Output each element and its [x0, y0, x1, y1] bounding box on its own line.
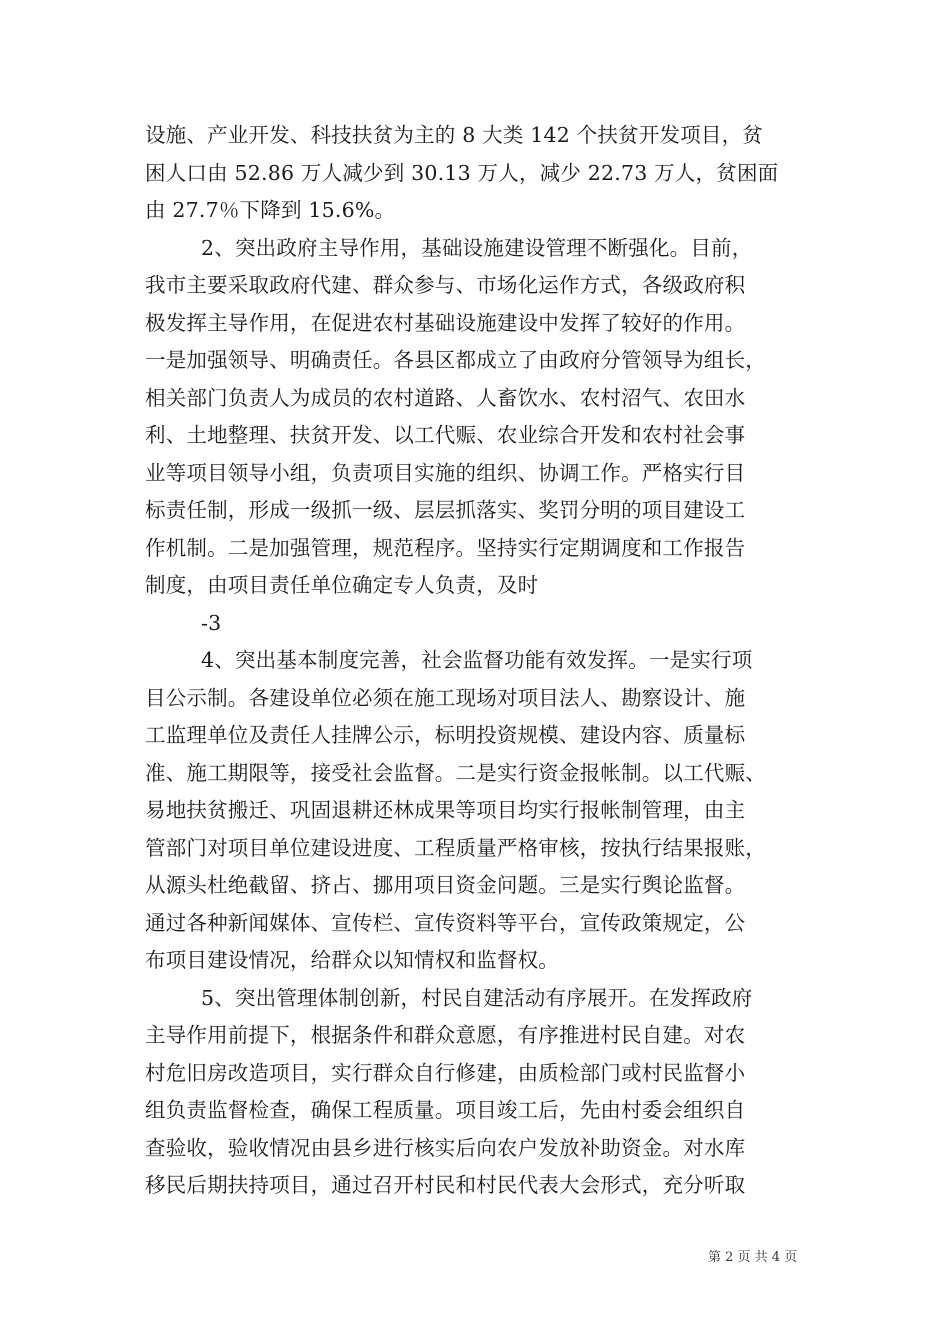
text-line: 一是加强领导、明确责任。各县区都成立了由政府分管领导为组长， [145, 348, 766, 372]
text-line: 制度，由项目责任单位确定专人负责，及时 [145, 573, 539, 597]
text-line: 设施、产业开发、科技扶贫为主的 8 大类 142 个扶贫开发项目，贫 [145, 123, 764, 147]
text-line: 从源头杜绝截留、挤占、挪用项目资金问题。三是实行舆论监督。 [145, 873, 746, 897]
paragraph-start-line: 4、突出基本制度完善，社会监督功能有效发挥。一是实行项 [201, 648, 753, 672]
paragraph-start-line: 2、突出政府主导作用，基础设施建设管理不断强化。目前， [201, 235, 753, 260]
text-line: 利、土地整理、扶贫开发、以工代赈、农业综合开发和农村社会事 [145, 423, 746, 447]
document-body [145, 117, 825, 1205]
text-line: 村危旧房改造项目，实行群众自行修建，由质检部门或村民监督小 [145, 1060, 746, 1085]
text-line: 由 27.7％下降到 15.6%。 [145, 198, 396, 222]
text-line: 目公示制。各建设单位必须在施工现场对项目法人、勘察设计、施 [145, 685, 746, 710]
text-line: 查验收，验收情况由县乡进行核实后向农户发放补助资金。对水库 [145, 1135, 746, 1160]
text-line: 极发挥主导作用，在促进农村基础设施建设中发挥了较好的作用。 [145, 310, 746, 335]
paragraph-start-line: 5、突出管理体制创新，村民自建活动有序展开。在发挥政府 [201, 985, 753, 1010]
text-line: 标责任制，形成一级抓一级、层层抓落实、奖罚分明的项目建设工 [145, 498, 746, 522]
text-line: 管部门对项目单位建设进度、工程质量严格审核，按执行结果报账， [145, 835, 766, 860]
text-line: 准、施工期限等，接受社会监督。二是实行资金报帐制。以工代赈、 [145, 760, 766, 785]
text-line: 组负责监督检查，确保工程质量。项目竣工后，先由村委会组织自 [145, 1098, 746, 1122]
text-line: 作机制。二是加强管理，规范程序。坚持实行定期调度和工作报告 [145, 535, 746, 560]
text-line: 业等项目领导小组，负责项目实施的组织、协调工作。严格实行目 [145, 460, 746, 485]
text-line: 困人口由 52.86 万人减少到 30.13 万人，减少 22.73 万人，贫困面 [145, 160, 779, 185]
text-line: 相关部门负责人为成员的农村道路、人畜饮水、农村沼气、农田水 [145, 385, 746, 410]
text-line: 通过各种新闻媒体、宣传栏、宣传资料等平台，宣传政策规定，公 [145, 910, 746, 935]
text-line: 易地扶贫搬迁、巩固退耕还林成果等项目均实行报帐制管理，由主 [145, 798, 746, 822]
page-number-footer: 第 2 页 共 4 页 [708, 1250, 798, 1265]
text-line: 移民后期扶持项目，通过召开村民和村民代表大会形式，充分听取 [145, 1173, 746, 1197]
text-line: 工监理单位及责任人挂牌公示，标明投资规模、建设内容、质量标 [145, 723, 746, 747]
text-line: 布项目建设情况，给群众以知情权和监督权。 [145, 948, 559, 972]
text-line: 我市主要采取政府代建、群众参与、市场化运作方式，各级政府积 [145, 273, 746, 297]
text-line: 主导作用前提下，根据条件和群众意愿，有序推进村民自建。对农 [145, 1023, 746, 1047]
page-marker: -3 [201, 610, 222, 635]
